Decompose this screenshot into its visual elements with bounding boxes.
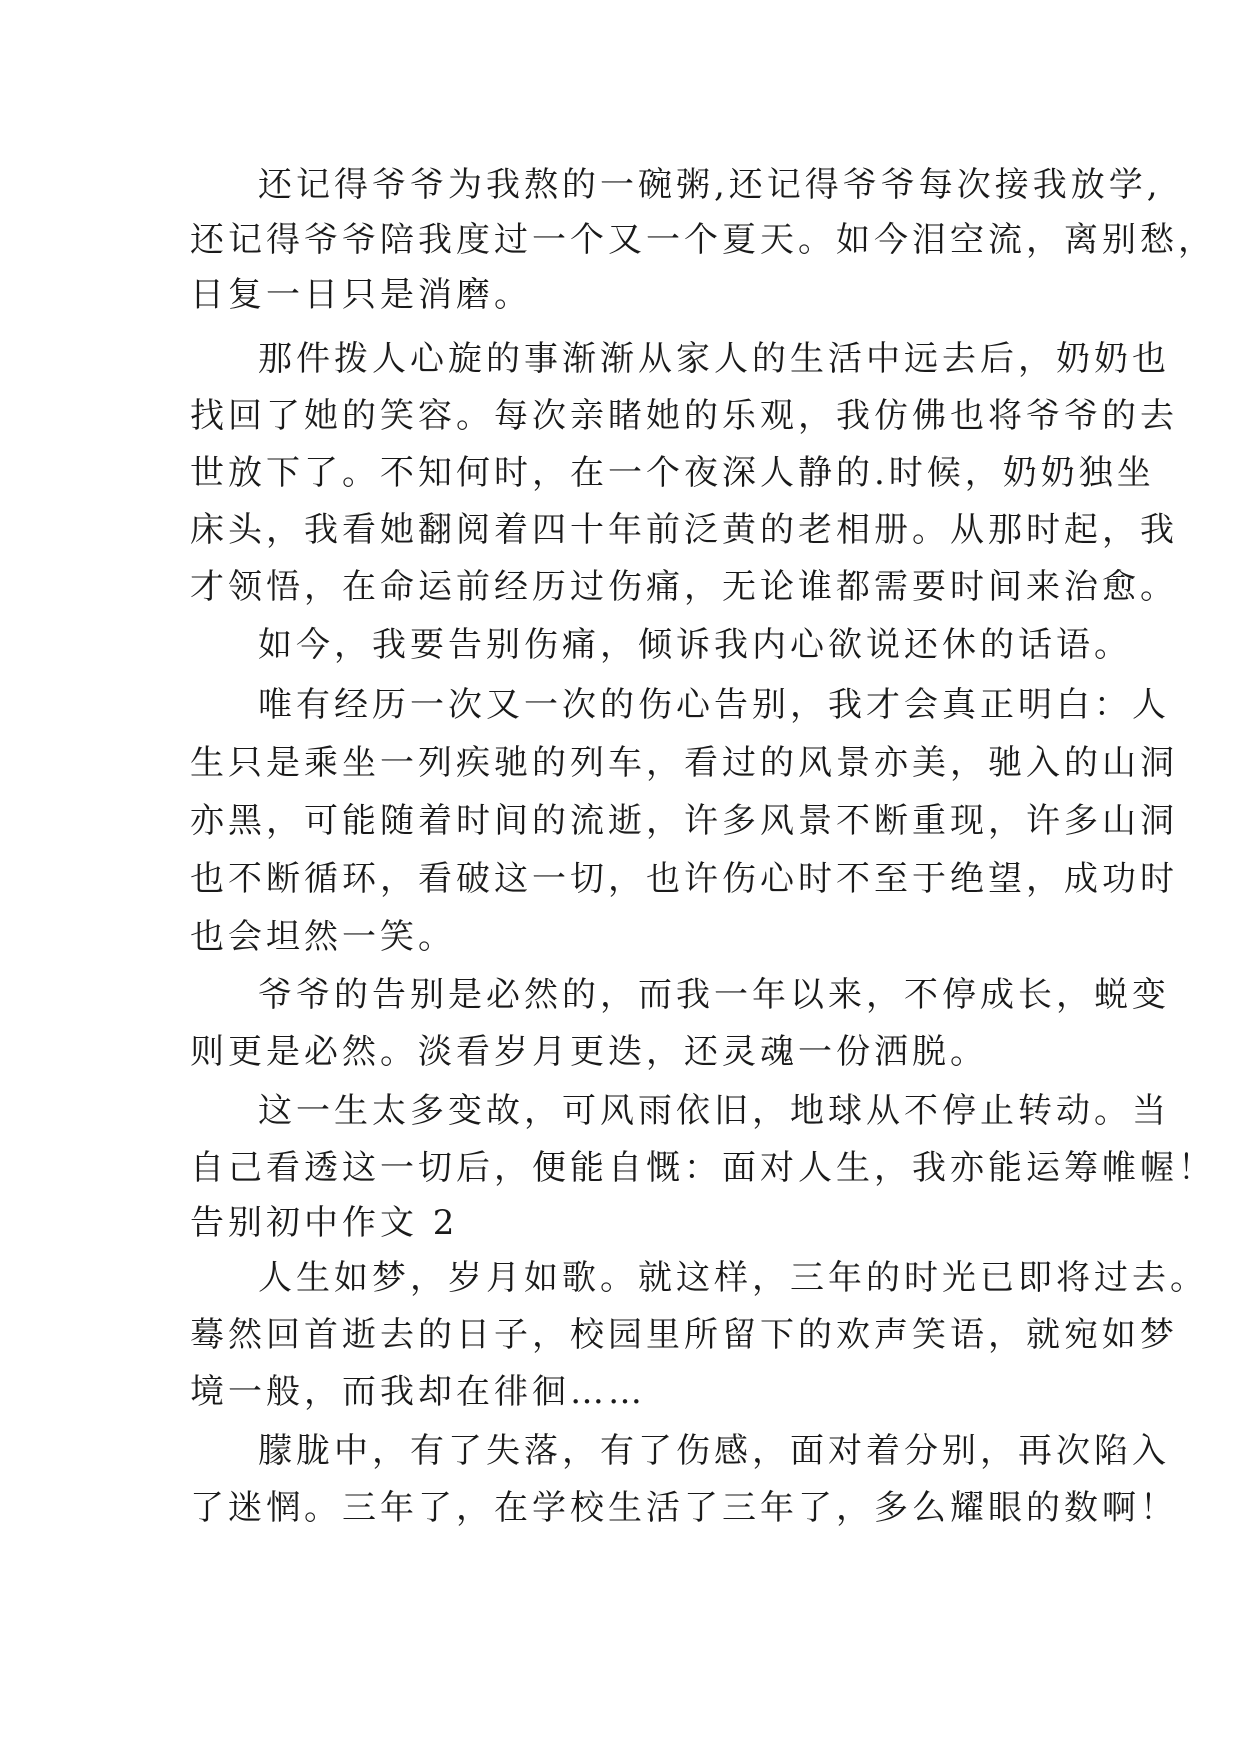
- text-line: 那件拨人心旋的事渐渐从家人的生活中远去后，奶奶也: [258, 339, 1170, 379]
- text-line: 朦胧中，有了失落，有了伤感，面对着分别，再次陷入: [258, 1431, 1170, 1471]
- text-line: 才领悟，在命运前经历过伤痛，无论谁都需要时间来治愈。: [190, 567, 1178, 607]
- text-line: 境一般，而我却在徘徊……: [190, 1372, 646, 1412]
- text-line: 还记得爷爷为我熬的一碗粥,还记得爷爷每次接我放学,: [258, 165, 1162, 205]
- text-line: 生只是乘坐一列疾驰的列车，看过的风景亦美，驰入的山洞: [190, 743, 1178, 783]
- text-line: 了迷惘。三年了，在学校生活了三年了，多么耀眼的数啊！: [190, 1488, 1178, 1528]
- text-line: 床头，我看她翻阅着四十年前泛黄的老相册。从那时起，我: [190, 510, 1178, 550]
- text-line: 蓦然回首逝去的日子，校园里所留下的欢声笑语，就宛如梦: [190, 1315, 1178, 1355]
- text-line: 人生如梦，岁月如歌。就这样，三年的时光已即将过去。: [258, 1258, 1208, 1298]
- text-line: 则更是必然。淡看岁月更迭，还灵魂一份洒脱。: [190, 1032, 988, 1072]
- text-line: 这一生太多变故，可风雨依旧，地球从不停止转动。当: [258, 1091, 1170, 1131]
- text-line: 自己看透这一切后，便能自慨：面对人生，我亦能运筹帷幄！: [190, 1148, 1216, 1188]
- text-line: 爷爷的告别是必然的，而我一年以来，不停成长，蜕变: [258, 975, 1170, 1015]
- text-line: 也不断循环，看破这一切，也许伤心时不至于绝望，成功时: [190, 859, 1178, 899]
- text-line: 亦黑，可能随着时间的流逝，许多风景不断重现，许多山洞: [190, 801, 1178, 841]
- text-line: 找回了她的笑容。每次亲睹她的乐观，我仿佛也将爷爷的去: [190, 396, 1178, 436]
- text-line: 世放下了。不知何时，在一个夜深人静的.时候，奶奶独坐: [190, 453, 1155, 493]
- text-line: 还记得爷爷陪我度过一个又一个夏天。如今泪空流，离别愁，: [190, 220, 1216, 260]
- section-heading: 告别初中作文 2: [190, 1203, 459, 1243]
- text-line: 日复一日只是消磨。: [190, 275, 532, 315]
- text-line: 唯有经历一次又一次的伤心告别，我才会真正明白：人: [258, 685, 1170, 725]
- text-line: 也会坦然一笑。: [190, 917, 456, 957]
- text-line: 如今，我要告别伤痛，倾诉我内心欲说还休的话语。: [258, 625, 1132, 665]
